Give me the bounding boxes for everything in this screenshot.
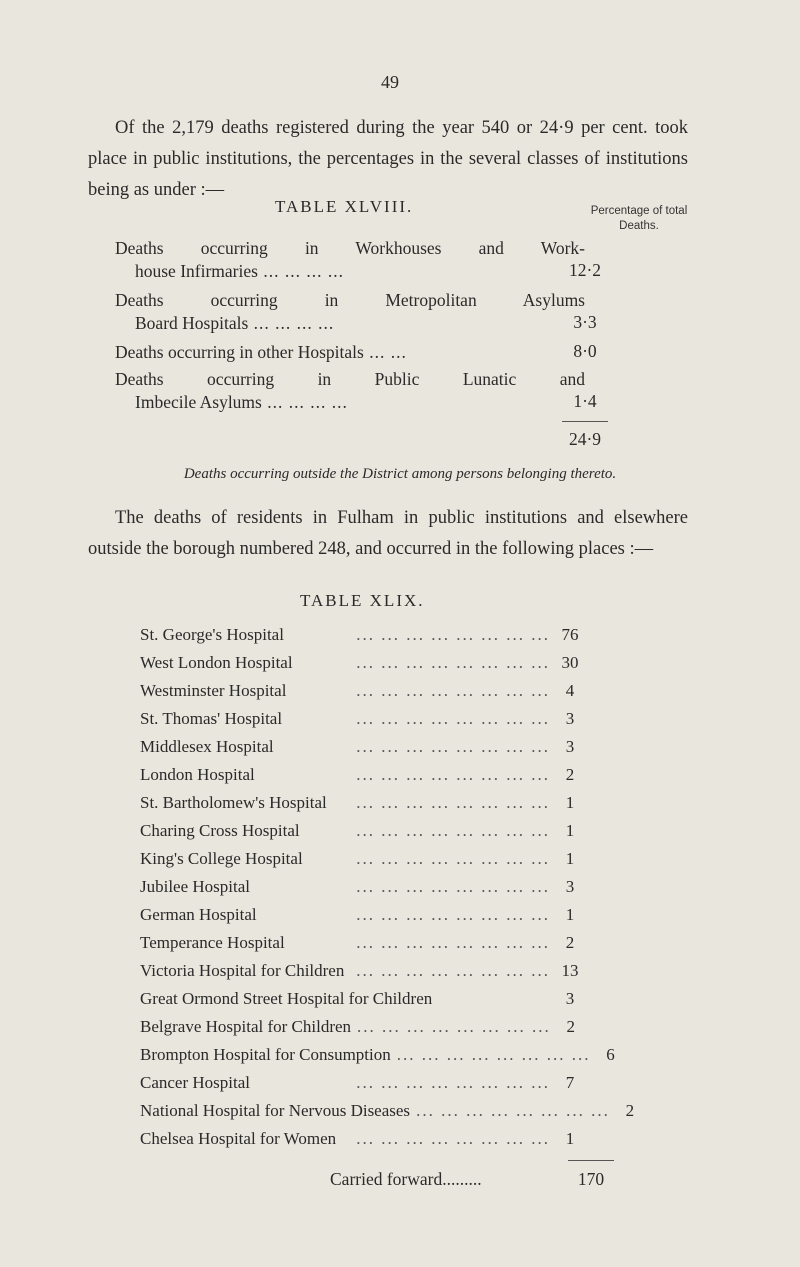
table-49-title: TABLE XLIX. (300, 591, 425, 610)
table-48-row-line1: Deaths occurring in Workhouses and Work- (115, 238, 585, 258)
hospital-name: West London Hospital (140, 653, 293, 672)
carried-rule (568, 1160, 614, 1161)
table-49-row: Jubilee Hospital ... ... ... ... ... ... ... ... 3 (140, 874, 590, 900)
death-count: 1 (565, 793, 575, 812)
table-48-row: Deaths occurring in other Hospitals ... ... (115, 342, 407, 362)
hospital-name: Victoria Hospital for Children (140, 961, 345, 980)
table-49-row: Chelsea Hospital for Women ... ... ... ... ... ... ... ... 1 (140, 1126, 590, 1152)
table-49-row: Brompton Hospital for Consumption ... ... ... ... ... ... ... ... 6 (140, 1042, 590, 1068)
table-49-row: London Hospital ... ... ... ... ... ... ... ... 2 (140, 762, 590, 788)
hospital-name: Chelsea Hospital for Women (140, 1129, 337, 1148)
table-49-row: St. Thomas' Hospital ... ... ... ... ... ... ... ... 3 (140, 706, 590, 732)
hospital-name: London Hospital (140, 765, 255, 784)
table-49-row: Temperance Hospital ... ... ... ... ... ... ... ... 2 (140, 930, 590, 956)
table-48-row-line1: Deaths occurring in Public Lunatic and (115, 369, 585, 389)
section-subheading: Deaths occurring outside the District among persons belonging thereto. (183, 466, 617, 482)
carried-forward-label: Carried forward......... (330, 1169, 482, 1189)
death-count: 1 (565, 849, 575, 868)
table-48-value: 12·2 (568, 260, 602, 280)
table-48-value: 1·4 (573, 391, 597, 411)
table-48-row: Deaths occurring in Public Lunatic and Imbecile Asylums ... ... ... ... (115, 369, 585, 412)
total-rule (562, 421, 608, 422)
death-count: 1 (565, 905, 575, 924)
death-count: 2 (625, 1101, 635, 1120)
table-48-row-line2: Imbecile Asylums (135, 392, 262, 412)
table-49-row: Victoria Hospital for Children ... ... ... ... ... ... ... ... 13 (140, 958, 590, 984)
death-count: 1 (565, 1129, 575, 1148)
table-49-row: German Hospital ... ... ... ... ... ... ... ... 1 (140, 902, 590, 928)
hospital-name: Great Ormond Street Hospital for Children (140, 989, 433, 1008)
table-49-row: Middlesex Hospital ... ... ... ... ... ... ... ... 3 (140, 734, 590, 760)
table-48-value: 8·0 (573, 341, 597, 361)
hospital-name: Temperance Hospital (140, 933, 285, 952)
hospital-name: Middlesex Hospital (140, 737, 274, 756)
table-49-row: St. Bartholomew's Hospital ... ... ... ... ... ... ... ... 1 (140, 790, 590, 816)
death-count: 3 (565, 737, 575, 756)
second-paragraph: The deaths of residents in Fulham in public institutions and elsewhere outside the borough numbered 248, and occurred in the following places :— (88, 508, 688, 559)
death-count: 30 (561, 653, 579, 672)
table-49-row: Cancer Hospital ... ... ... ... ... ... ... ... 7 (140, 1070, 590, 1096)
table-49-row: Westminster Hospital ... ... ... ... ... ... ... ... 4 (140, 678, 590, 704)
death-count: 2 (565, 933, 575, 952)
death-count: 13 (561, 961, 579, 980)
hospital-name: Cancer Hospital (140, 1073, 250, 1092)
table-48-row-line2: house Infirmaries (135, 261, 258, 281)
table-49-row: St. George's Hospital ... ... ... ... ... ... ... ... 76 (140, 622, 590, 648)
table-48-row-line1: Deaths occurring in Metropolitan Asylums (115, 290, 585, 310)
death-count: 2 (566, 1017, 576, 1036)
table-48-row: Deaths occurring in Metropolitan Asylums Board Hospitals ... ... ... ... (115, 290, 585, 333)
hospital-name: Brompton Hospital for Consumption (140, 1045, 391, 1064)
hospital-name: King's College Hospital (140, 849, 303, 868)
table-49-row: Charing Cross Hospital ... ... ... ... ... ... ... ... 1 (140, 818, 590, 844)
hospital-name: St. Thomas' Hospital (140, 709, 283, 728)
table-48-row: Deaths occurring in Workhouses and Work- house Infirmaries ... ... ... ... (115, 238, 585, 281)
death-count: 4 (565, 681, 575, 700)
table-48-row-line2: Deaths occurring in other Hospitals (115, 342, 364, 362)
page-number: 49 (381, 72, 399, 92)
table-49-row: West London Hospital ... ... ... ... ... ... ... ... 30 (140, 650, 590, 676)
table-49-row: Belgrave Hospital for Children ... ... ... ... ... ... ... ... 2 (140, 1014, 590, 1040)
hospital-name: German Hospital (140, 905, 257, 924)
hospital-name: National Hospital for Nervous Diseases (140, 1101, 411, 1120)
death-count: 2 (565, 765, 575, 784)
table-49-row (140, 986, 590, 1012)
hospital-name: St. Bartholomew's Hospital (140, 793, 327, 812)
hospital-name: Charing Cross Hospital (140, 821, 300, 840)
table-48-value: 3·3 (573, 312, 597, 332)
hospital-name: Westminster Hospital (140, 681, 287, 700)
death-count: 6 (606, 1045, 615, 1064)
table-48-column-header: Percentage of total Deaths. (590, 205, 688, 232)
intro-paragraph: Of the 2,179 deaths registered during the year 540 or 24·9 per cent. took place in public institutions, the percentages in the several classes of institutions being as under :— (88, 118, 688, 200)
death-count: 1 (565, 821, 575, 840)
hospital-name: Belgrave Hospital for Children (140, 1017, 352, 1036)
table-48-title: TABLE XLVIII. (275, 197, 414, 216)
death-count: 3 (565, 877, 575, 896)
table-48-row-line2: Board Hospitals (135, 313, 249, 333)
table-48-total: 24·9 (568, 429, 602, 449)
table-49-row: National Hospital for Nervous Diseases ... ... ... ... ... ... ... ... 2 (140, 1098, 590, 1124)
death-count: 3 (565, 989, 575, 1008)
death-count: 76 (561, 625, 579, 644)
table-49-row: King's College Hospital ... ... ... ... ... ... ... ... 1 (140, 846, 590, 872)
carried-forward-value: 170 (577, 1169, 605, 1189)
hospital-name: Jubilee Hospital (140, 877, 251, 896)
hospital-name: St. George's Hospital (140, 625, 284, 644)
death-count: 3 (565, 709, 575, 728)
death-count: 7 (565, 1073, 575, 1092)
